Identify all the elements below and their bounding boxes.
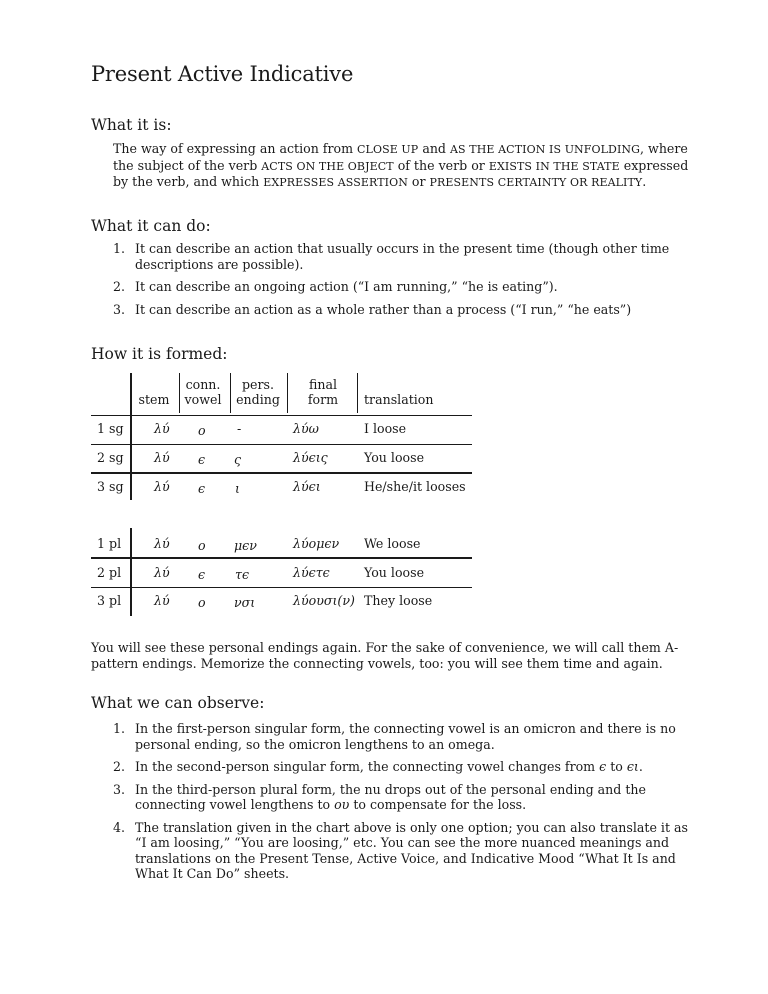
definition-text: and (418, 141, 450, 156)
list-item: 3. It can describe an action as a whole rather than a process (“I run,” “he eats”) (113, 301, 632, 317)
endings-note: You will see these personal endings again. For the sake of convenience, we will call them A-pattern endings. Memorize the connecting vowels, too: you will see them time and again. (91, 640, 679, 671)
page-title: Present Active Indicative (91, 62, 354, 86)
definition-smallcaps: CLOSE UP (357, 143, 419, 156)
list-item: 1. In the first-person singular form, the connecting vowel is an omicron and there is no personal ending, so the omicron lengthens to an omega. (113, 721, 676, 752)
definition-smallcaps: ACTS ON THE OBJECT (261, 159, 394, 173)
table-rule (91, 415, 472, 416)
col-header-final: final form (307, 377, 339, 407)
list-item: 1. It can describe an action that usually occurs in the present time (though other time descriptions are possible). (113, 241, 670, 272)
definition-text: , where the subject of the verb (113, 141, 688, 173)
how-formed-heading: How it is formed: (91, 345, 228, 363)
table-divider (230, 373, 231, 413)
what-we-observe-heading: What we can observe: (91, 694, 265, 712)
what-it-can-do-heading: What it can do: (91, 217, 211, 235)
table-divider (130, 373, 132, 500)
col-header-stem: stem (138, 392, 170, 407)
definition-text: expressed by the verb, and which (113, 157, 689, 189)
definition-smallcaps: PRESENTS CERTAINTY OR REALITY (429, 176, 643, 189)
col-header-translation: translation (364, 392, 434, 407)
definition-smallcaps: EXISTS IN THE STATE (488, 159, 620, 173)
document-page: Present Active Indicative What it is: The way of expressing an action from CLOSE UP and AS THE ACTION IS UNFOLDING, where the subject of the verb ACTS ON THE OBJECT of the verb or EXISTS IN THE STATE expressed by the verb, and which EXPRESSES ASSERTION or PRESENTS CERTAINTY OR REALITY. What it can do: 1. It can describe an action that usually occurs in the present time (though other time descriptions are possible). 2. It can describe an ongoing action (“I am running,” “he is eating”). 3. It can describe an action as a whole rather than a process (“I run,” “he eats”) How it is formed: stem conn. vowel pers. ending final form translation 1 sg λύ ο - λύω I loose 2 sg λύ ϵ ς λύϵις You loose 3 sg λύ ϵ ι λύϵι He/she/it looses 1 pl λύ ο μϵν λύομϵν We loose 2 pl λύ ϵ τϵ λύϵτϵ You loose 3 pl λύ ο νσι λύουσι(ν) They loose You will see these personal endings again. For the sake of convenience, we will call them A-pattern endings. Memorize the connecting vowels, too: you will see them time and again. What we can observe: 1. In the first-person singular form, the connecting vowel is an omicron and there is no personal ending, so the omicron lengthens to an omega. 2. In the second-person singular form, the connecting vowel changes from ϵ to ϵι. 3. In the third-person plural form, the nu drops out of the personal ending and the connecting vowel lengthens to ου to compensate for the loss. 4. The translation given in the chart above is only one option; you can also translate it as “I am loosing,” “You are loosing,” etc. You can see the more nuanced meanings and translations on the Present Tense, Active Voice, and Indicative Mood “What It Is and What It Can Do” sheets. (0, 0, 768, 994)
list-item: 2. In the second-person singular form, the connecting vowel changes from ϵ to ϵι. (113, 759, 643, 774)
definition-smallcaps: AS THE ACTION IS UNFOLDING (450, 143, 641, 156)
what-it-is-definition (113, 141, 698, 191)
definition-text: The way of expressing an action from (113, 141, 358, 156)
table-rule (91, 557, 472, 559)
list-item: 2. It can describe an ongoing action (“I am running,” “he is eating”). (113, 279, 558, 294)
what-it-is-heading: What it is: (91, 116, 172, 134)
list-item: 3. In the third-person plural form, the nu drops out of the personal ending and the connecting vowel lengthens to ου to compensate for the loss. (113, 781, 646, 812)
col-header-conn: conn. vowel (184, 377, 222, 407)
table-divider (357, 373, 358, 413)
table-divider (179, 373, 180, 413)
what-it-can-do-list (113, 241, 703, 324)
definition-smallcaps: EXPRESSES ASSERTION (263, 176, 408, 189)
list-item: 4. The translation given in the chart above is only one option; you can also translate it as “I am loosing,” “You are loosing,” etc. You can see the more nuanced meanings and translations on the Present Tense, Active Voice, and Indicative Mood “What It Is and What It Can Do” sheets. (113, 819, 688, 881)
observations-list (113, 721, 703, 889)
definition-text: or (407, 174, 430, 189)
definition-text: . (642, 174, 647, 189)
table-rule (91, 587, 472, 588)
table-divider (130, 528, 132, 616)
definition-text: of the verb or (393, 157, 489, 173)
table-divider (287, 373, 288, 413)
col-header-pers: pers. ending (236, 377, 280, 407)
table-rule (91, 444, 472, 445)
table-rule (91, 472, 472, 474)
